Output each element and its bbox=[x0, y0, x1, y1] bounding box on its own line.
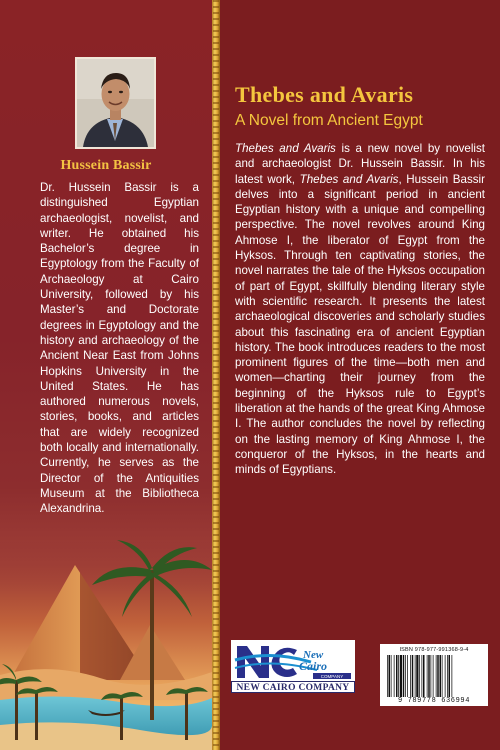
barcode-bar bbox=[449, 655, 451, 697]
barcode-bar bbox=[419, 655, 420, 697]
spine-pattern bbox=[213, 0, 219, 750]
barcode-bar bbox=[423, 655, 425, 697]
publisher-name: NEW CAIRO COMPANY bbox=[231, 681, 355, 693]
description-text: , Hussein Bassir delves into a significant period in ancient Egyptian history with a unique and compelling perspective. The novel revolves around King Ahmose I, the liberator of Egypt from the Hyksos. Through ten captivating stories, the novel narrates the tale of the Hyksos occupation of part of Egypt, skillfully blending literary style with scientific research. It presents the latest archaeological discoveries and scholarly studies about this fascinating era of ancient Egyptian history. The book introduces readers to the most prominent figures of the time—both men and women—charting their journey from the beginning of the Hyksos rule to Egypt’s liberation at the hands of the great King Ahmose I. The author concludes the novel by reflecting on the lasting memory of King Ahmose I, the conqueror of the Hyksos, in the hearts and minds of Egyptians. bbox=[235, 172, 485, 477]
barcode-bar bbox=[452, 655, 453, 697]
barcode-bar bbox=[415, 655, 416, 697]
book-description bbox=[235, 141, 485, 478]
barcode-bar bbox=[403, 655, 405, 697]
author-bio: Dr. Hussein Bassir is a distinguished Egyptian archaeologist, novelist, and writer. He obtained his Bachelor’s degree in Egyptology from the Faculty of Archaeology at Cairo University, followed by his Master’s and Doctorate degrees in Egyptology and the history and archaeology of the Ancient Near East from Johns Hopkins University in the United States. He has authored numerous novels, stories, books, and articles that are widely recognized both locally and internationally. Currently, he serves as the Director of the Antiquities Museum at the Bibliotheca Alexandrina. bbox=[40, 181, 199, 516]
barcode-bar bbox=[442, 655, 443, 697]
barcode-bar bbox=[445, 655, 446, 697]
barcode-bar bbox=[389, 655, 391, 697]
book-title: Thebes and Avaris bbox=[235, 82, 414, 107]
barcode-bar bbox=[431, 655, 432, 697]
egyptian-landscape-illustration bbox=[0, 540, 212, 750]
barcode-bar bbox=[422, 655, 423, 697]
barcode-bar bbox=[400, 655, 402, 697]
barcode-bar bbox=[396, 655, 398, 697]
barcode-bar bbox=[440, 655, 442, 697]
description-italic-title: Thebes and Avaris bbox=[235, 142, 336, 155]
left-panel bbox=[0, 0, 212, 750]
barcode-bar bbox=[407, 655, 408, 697]
logo-text-cairo: Cairo bbox=[299, 659, 328, 673]
barcode-bar bbox=[433, 655, 434, 697]
description-text: is a new novel by novelist and archaeologist Dr. Hussein Bassir. In his latest work, bbox=[235, 142, 486, 186]
barcode-bar bbox=[398, 655, 399, 697]
barcode-bar bbox=[428, 655, 430, 697]
barcode-bar bbox=[391, 655, 392, 697]
barcode-bar bbox=[405, 655, 406, 697]
author-photo bbox=[75, 57, 156, 149]
barcode-bar bbox=[447, 655, 448, 697]
logo-text-company: COMPANY bbox=[320, 674, 344, 679]
barcode-bar bbox=[387, 655, 388, 697]
barcode-digits: 9 789778 636994 bbox=[397, 697, 470, 705]
isbn-label: ISBN 978-977-991368-9-4 bbox=[399, 647, 469, 653]
barcode-bar bbox=[416, 655, 418, 697]
barcode-bar bbox=[437, 655, 439, 697]
barcode-bar bbox=[410, 655, 411, 697]
barcode-bar bbox=[412, 655, 414, 697]
barcode-bar bbox=[427, 655, 428, 697]
author-portrait-illustration bbox=[77, 59, 154, 147]
logo-text-new: New bbox=[303, 649, 324, 661]
book-subtitle: A Novel from Ancient Egypt bbox=[235, 112, 423, 129]
barcode-bar bbox=[436, 655, 437, 697]
barcode-bar bbox=[394, 655, 395, 697]
description-italic-title: Thebes and Avaris bbox=[299, 172, 399, 186]
barcode-bars bbox=[385, 655, 483, 697]
isbn-barcode bbox=[380, 644, 488, 706]
author-name: Hussein Bassir bbox=[60, 158, 152, 173]
